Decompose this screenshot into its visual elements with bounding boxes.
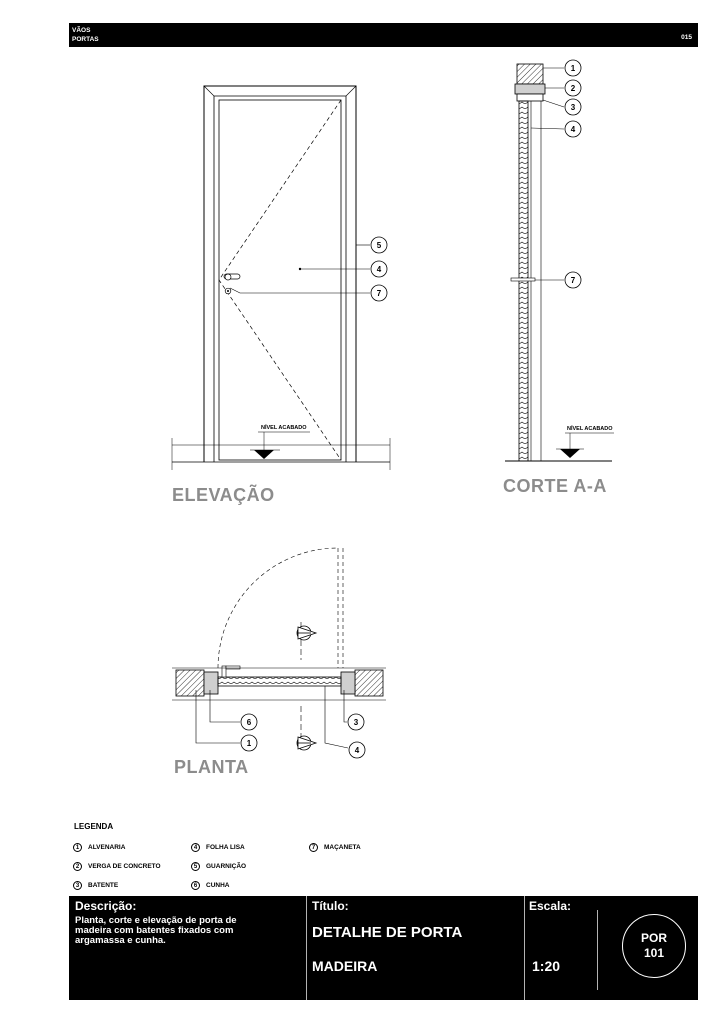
category-line-2: PORTAS [72, 36, 99, 43]
callout-6: 6 [246, 718, 252, 727]
callout-3: 3 [570, 103, 576, 112]
legend-item [73, 881, 118, 890]
section-view [505, 64, 614, 461]
elevation-title: ELEVAÇÃO [172, 485, 275, 505]
legend-label: GUARNIÇÃO [206, 863, 247, 870]
page-number: 015 [681, 34, 692, 41]
callout-7: 7 [570, 276, 576, 285]
plan-title: PLANTA [174, 757, 249, 777]
callout-4: 4 [354, 746, 360, 755]
callout-4: 4 [570, 125, 576, 134]
legend-label: VERGA DE CONCRETO [88, 863, 161, 870]
description-text: Planta, corte e elevação de porta de madeira com batentes fixados com argamassa e cunha. [75, 915, 237, 946]
legend-label: MAÇANETA [324, 844, 361, 851]
drawing-code-line-2: 101 [643, 946, 665, 960]
elevation-view [172, 86, 390, 470]
legend-item [73, 843, 125, 852]
legend-label: BATENTE [88, 882, 119, 889]
divider [597, 910, 598, 990]
section-callouts [565, 60, 581, 288]
callout-3: 3 [353, 718, 359, 727]
legend-label: CUNHA [206, 882, 230, 889]
legend-label: FOLHA LISA [206, 844, 245, 851]
legend-number: 7 [309, 843, 318, 852]
drawing-title-line-2: MADEIRA [312, 958, 378, 974]
callout-1: 1 [246, 739, 252, 748]
callout-5: 5 [376, 241, 382, 250]
legend-item [73, 862, 161, 871]
category-line-1: VÃOS [72, 27, 91, 34]
scale-header: Escala: [529, 899, 572, 913]
legend-item [309, 843, 361, 852]
callout-2: 2 [570, 84, 576, 93]
legend-number: 3 [73, 881, 82, 890]
drawing-title-line-1: DETALHE DE PORTA [312, 924, 463, 941]
section-floor-level-label: NÍVEL ACABADO [567, 426, 613, 432]
drawing-code-badge [622, 914, 686, 978]
elevation-floor-level-label: NÍVEL ACABADO [261, 425, 307, 431]
legend-number: 1 [73, 843, 82, 852]
legend-item [191, 843, 245, 852]
divider [524, 896, 525, 1000]
callout-4: 4 [376, 265, 382, 274]
legend-number: 4 [191, 843, 200, 852]
title-header: Título: [312, 899, 349, 913]
legend-item [191, 881, 229, 890]
section-title: CORTE A-A [503, 476, 607, 496]
callout-7: 7 [376, 289, 382, 298]
legend-number: 2 [73, 862, 82, 871]
description-header: Descrição: [75, 899, 137, 913]
legend-label: ALVENARIA [88, 844, 126, 851]
legend-number: 5 [191, 862, 200, 871]
legend-number: 6 [191, 881, 200, 890]
scale-value: 1:20 [532, 958, 561, 974]
legend-item [191, 862, 246, 871]
divider [306, 896, 307, 1000]
legend-title: LEGENDA [74, 822, 114, 831]
drawing-code-line-1: POR [640, 931, 667, 945]
callout-1: 1 [570, 64, 576, 73]
title-block [69, 896, 698, 1000]
